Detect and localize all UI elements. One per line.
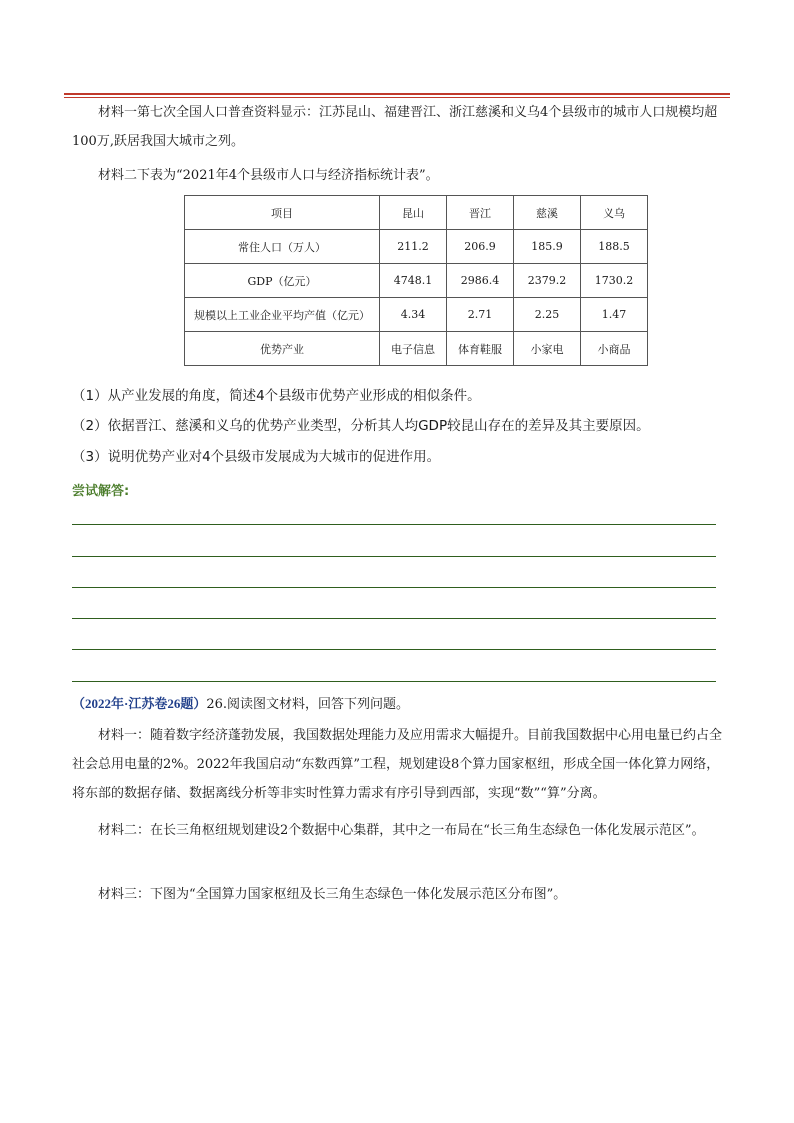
table-cell: 206.9 — [447, 230, 514, 264]
table-cell: 2379.2 — [514, 264, 581, 298]
answer-line[interactable] — [72, 681, 716, 682]
question-1: （1）从产业发展的角度，简述4个县级市优势产业形成的相似条件。 — [72, 388, 481, 404]
source-text: 26.阅读图文材料，回答下列问题。 — [206, 697, 410, 712]
table-cell: 2.25 — [514, 298, 581, 332]
try-answer-label: 尝试解答: — [72, 484, 130, 499]
answer-line[interactable] — [72, 618, 716, 619]
source-tag: （2022年·江苏卷26题） — [72, 696, 207, 711]
table-header-cell: 慈溪 — [514, 196, 581, 230]
table-cell: 188.5 — [581, 230, 648, 264]
table-cell: 小商品 — [581, 332, 648, 366]
table-header-row — [185, 196, 648, 230]
table-cell: 2.71 — [447, 298, 514, 332]
table-row — [185, 230, 648, 264]
material-b1-text: 材料一：随着数字经济蓬勃发展，我国数据处理能力及应用需求大幅提升。目前我国数据中心用电量已约占全社会总用电量的2%。2022年我国启动“东数西算”工程，规划建设8个算力国家枢纽，形成全国一体化算力网络，将东部的数据存储、数据离线分析等非实时性算力需求有序引导到西部，实现“数”“算”分离。 — [72, 728, 723, 801]
table-cell: 常住人口（万人） — [185, 230, 380, 264]
material-b2-text: 材料二：在长三角枢纽规划建设2个数据中心集群，其中之一布局在“长三角生态绿色一体化发展示范区”。 — [98, 823, 705, 838]
table-header-cell: 昆山 — [380, 196, 447, 230]
table-row — [185, 264, 648, 298]
material-1-text: 材料一第七次全国人口普查资料显示：江苏昆山、福建晋江、浙江慈溪和义乌4个县级市的城市人口规模均超100万,跃居我国大城市之列。 — [72, 105, 718, 149]
table-cell: 1.47 — [581, 298, 648, 332]
answer-line[interactable] — [72, 524, 716, 525]
header-rule — [64, 93, 730, 95]
table-cell: 2986.4 — [447, 264, 514, 298]
table-cell: GDP（亿元） — [185, 264, 380, 298]
table-cell: 185.9 — [514, 230, 581, 264]
table-cell: 4748.1 — [380, 264, 447, 298]
answer-line[interactable] — [72, 649, 716, 650]
table-header-cell: 项目 — [185, 196, 380, 230]
answer-line[interactable] — [72, 587, 716, 588]
table-cell: 211.2 — [380, 230, 447, 264]
source-line — [72, 693, 409, 712]
table-cell: 电子信息 — [380, 332, 447, 366]
table-header-cell: 义乌 — [581, 196, 648, 230]
table-cell: 体育鞋服 — [447, 332, 514, 366]
material-2-text: 材料二下表为“2021年4个县级市人口与经济指标统计表”。 — [98, 168, 439, 183]
table-cell: 1730.2 — [581, 264, 648, 298]
table-header-cell: 晋江 — [447, 196, 514, 230]
table-row — [185, 298, 648, 332]
question-2: （2）依据晋江、慈溪和义乌的优势产业类型，分析其人均GDP较昆山存在的差异及其主要原因。 — [72, 418, 650, 434]
stats-table — [184, 195, 648, 366]
table-cell: 小家电 — [514, 332, 581, 366]
table-cell: 规模以上工业企业平均产值（亿元） — [185, 298, 380, 332]
answer-line[interactable] — [72, 556, 716, 557]
material-b3-text: 材料三：下图为“全国算力国家枢纽及长三角生态绿色一体化发展示范区分布图”。 — [98, 887, 567, 902]
table-cell: 优势产业 — [185, 332, 380, 366]
question-3: （3）说明优势产业对4个县级市发展成为大城市的促进作用。 — [72, 449, 441, 465]
table-row — [185, 332, 648, 366]
table-cell: 4.34 — [380, 298, 447, 332]
